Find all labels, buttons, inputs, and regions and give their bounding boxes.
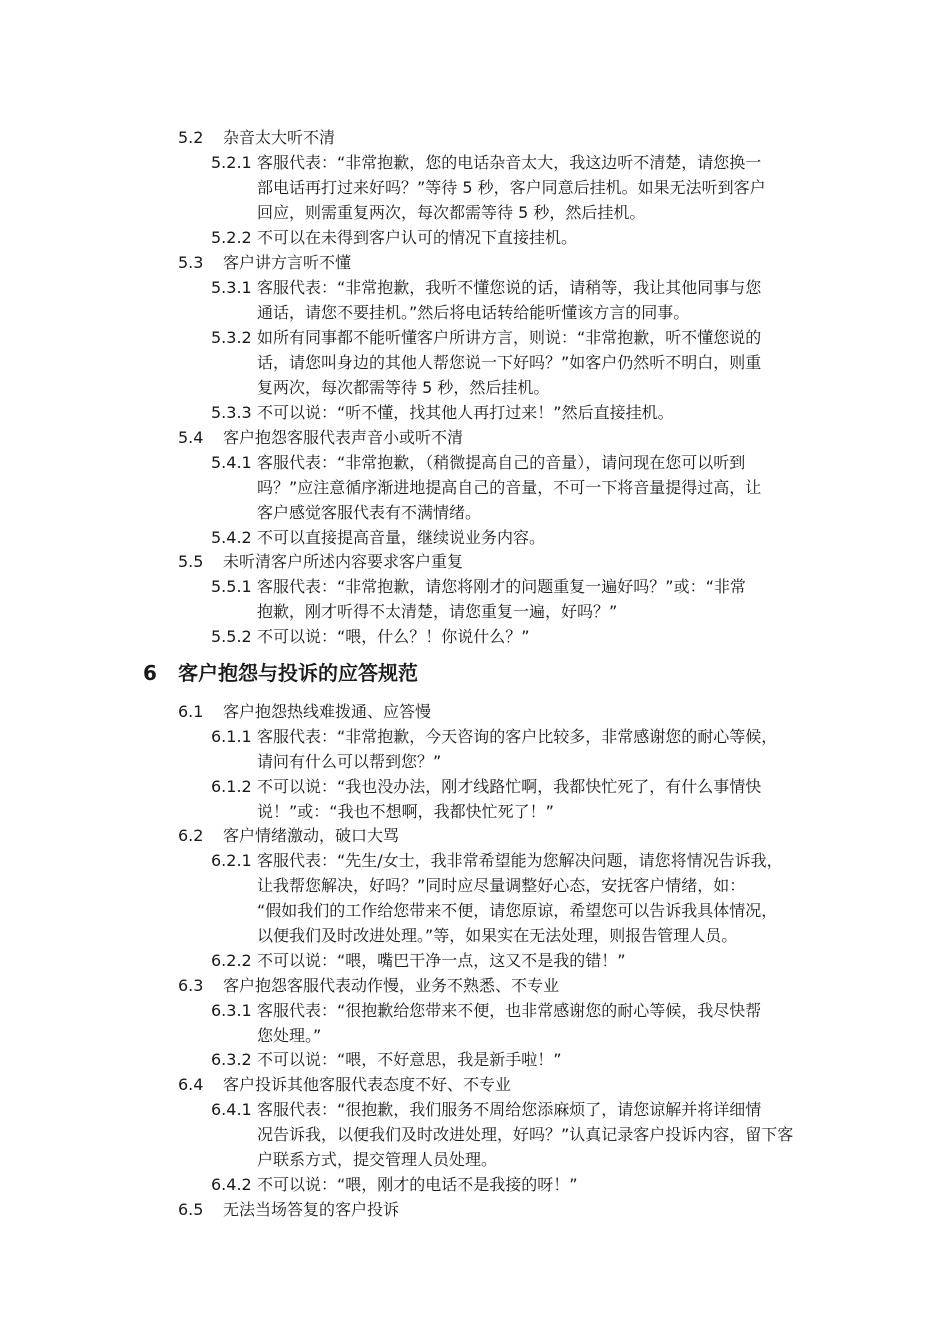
clause-text: “假如我们的工作给您带来不便，请您原谅，希望您可以告诉我具体情况，: [257, 901, 778, 920]
clause-number: 5.3.2: [211, 328, 252, 347]
clause-number: 5.2.1: [211, 153, 252, 172]
subsection-title: 未听清客户所述内容要求客户重复: [223, 552, 464, 571]
section-number: 6: [143, 661, 157, 685]
clause-number: 5.4.1: [211, 453, 252, 472]
clause-text: 抱歉，刚才听得不太清楚，请您重复一遍，好吗？”: [257, 602, 618, 621]
clause-text: 说！”或：“我也不想啊，我都快忙死了！”: [257, 802, 554, 821]
clause-number: 5.5.2: [211, 627, 252, 646]
clause-number: 6.4.2: [211, 1175, 252, 1194]
subsection-title: 客户抱怨客服代表声音小或听不清: [223, 428, 464, 447]
clause-text: 客服代表：“非常抱歉，（稍微提高自己的音量），请问现在您可以听到: [257, 453, 746, 472]
clause-text: 不可以说：“喂，嘴巴干净一点，这又不是我的错！”: [257, 951, 626, 970]
subsection-number: 5.4: [178, 428, 204, 447]
clause-text: 让我帮您解决，好吗？”同时应尽量调整好心态，安抚客户情绪，如：: [257, 876, 746, 895]
clause-number: 6.1.2: [211, 777, 252, 796]
clause-number: 5.2.2: [211, 228, 252, 247]
subsection-number: 6.3: [178, 976, 204, 995]
clause-number: 6.2.2: [211, 951, 252, 970]
clause-number: 5.3.3: [211, 403, 252, 422]
subsection-title: 客户抱怨热线难拨通、应答慢: [223, 702, 432, 721]
clause-number: 5.5.1: [211, 577, 252, 596]
subsection-title: 无法当场答复的客户投诉: [223, 1200, 400, 1219]
subsection-number: 6.4: [178, 1075, 204, 1094]
subsection-title: 客户投诉其他客服代表态度不好、不专业: [223, 1075, 512, 1094]
clause-text: 复两次，每次都需等待 5 秒，然后挂机。: [257, 378, 550, 397]
clause-text: 户联系方式，提交管理人员处理。: [257, 1150, 498, 1169]
clause-text: 不可以说：“我也没办法，刚才线路忙啊，我都快忙死了，有什么事情快: [257, 777, 762, 796]
subsection-title: 客户抱怨客服代表动作慢，业务不熟悉、不专业: [223, 976, 560, 995]
clause-text: 通话，请您不要挂机。”然后将电话转给能听懂该方言的同事。: [257, 303, 690, 322]
subsection-number: 5.2: [178, 128, 204, 147]
clause-text: 客服代表：“先生/女士，我非常希望能为您解决问题，请您将情况告诉我，: [257, 851, 783, 870]
subsection-number: 6.5: [178, 1200, 204, 1219]
clause-text: 部电话再打过来好吗？”等待 5 秒，客户同意后挂机。如果无法听到客户: [257, 178, 766, 197]
clause-text: 客户感觉客服代表有不满情绪。: [257, 503, 482, 522]
clause-number: 5.3.1: [211, 278, 252, 297]
clause-text: 不可以说：“听不懂，找其他人再打过来！”然后直接挂机。: [257, 403, 674, 422]
clause-number: 6.1.1: [211, 727, 252, 746]
clause-text: 客服代表：“非常抱歉，您的电话杂音太大，我这边听不清楚，请您换一: [257, 153, 762, 172]
subsection-number: 6.2: [178, 826, 204, 845]
clause-text: 客服代表：“很抱歉给您带来不便，也非常感谢您的耐心等候，我尽快帮: [257, 1001, 762, 1020]
section-title: 客户抱怨与投诉的应答规范: [178, 661, 418, 685]
clause-text: 不可以在未得到客户认可的情况下直接挂机。: [257, 228, 578, 247]
subsection-number: 5.3: [178, 253, 204, 272]
clause-number: 5.4.2: [211, 528, 252, 547]
clause-text: 话，请您叫身边的其他人帮您说一下好吗？”如客户仍然听不明白，则重: [257, 353, 762, 372]
clause-text: 请问有什么可以帮到您？”: [257, 752, 442, 771]
clause-text: 不可以直接提高音量，继续说业务内容。: [257, 528, 546, 547]
clause-text: 如所有同事都不能听懂客户所讲方言，则说：“非常抱歉，听不懂您说的: [257, 328, 762, 347]
clause-text: 回应，则需重复两次，每次都需等待 5 秒，然后挂机。: [257, 203, 646, 222]
clause-number: 6.3.1: [211, 1001, 252, 1020]
subsection-number: 6.1: [178, 702, 204, 721]
clause-text: 吗？”应注意循序渐进地提高自己的音量，不可一下将音量提得过高，让: [257, 478, 762, 497]
clause-text: 不可以说：“喂，刚才的电话不是我接的呀！”: [257, 1175, 578, 1194]
clause-text: 客服代表：“非常抱歉，请您将刚才的问题重复一遍好吗？”或：“非常: [257, 577, 746, 596]
clause-number: 6.3.2: [211, 1050, 252, 1069]
clause-text: 以便我们及时改进处理。”等，如果实在无法处理，则报告管理人员。: [257, 926, 738, 945]
subsection-number: 5.5: [178, 552, 204, 571]
subsection-title: 客户讲方言听不懂: [223, 253, 352, 272]
clause-number: 6.2.1: [211, 851, 252, 870]
clause-text: 客服代表：“非常抱歉，我听不懂您说的话，请稍等，我让其他同事与您: [257, 278, 762, 297]
clause-text: 您处理。”: [257, 1026, 322, 1045]
clause-number: 6.4.1: [211, 1100, 252, 1119]
clause-text: 客服代表：“非常抱歉，今天咨询的客户比较多，非常感谢您的耐心等候，: [257, 727, 778, 746]
clause-text: 不可以说：“喂，不好意思，我是新手啦！”: [257, 1050, 562, 1069]
clause-text: 不可以说：“喂，什么？！你说什么？”: [257, 627, 530, 646]
clause-text: 况告诉我，以便我们及时改进处理，好吗？”认真记录客户投诉内容，留下客: [257, 1125, 794, 1144]
subsection-title: 客户情绪激动，破口大骂: [223, 826, 400, 845]
subsection-title: 杂音太大听不清: [223, 128, 336, 147]
clause-text: 客服代表：“很抱歉，我们服务不周给您添麻烦了，请您谅解并将详细情: [257, 1100, 762, 1119]
